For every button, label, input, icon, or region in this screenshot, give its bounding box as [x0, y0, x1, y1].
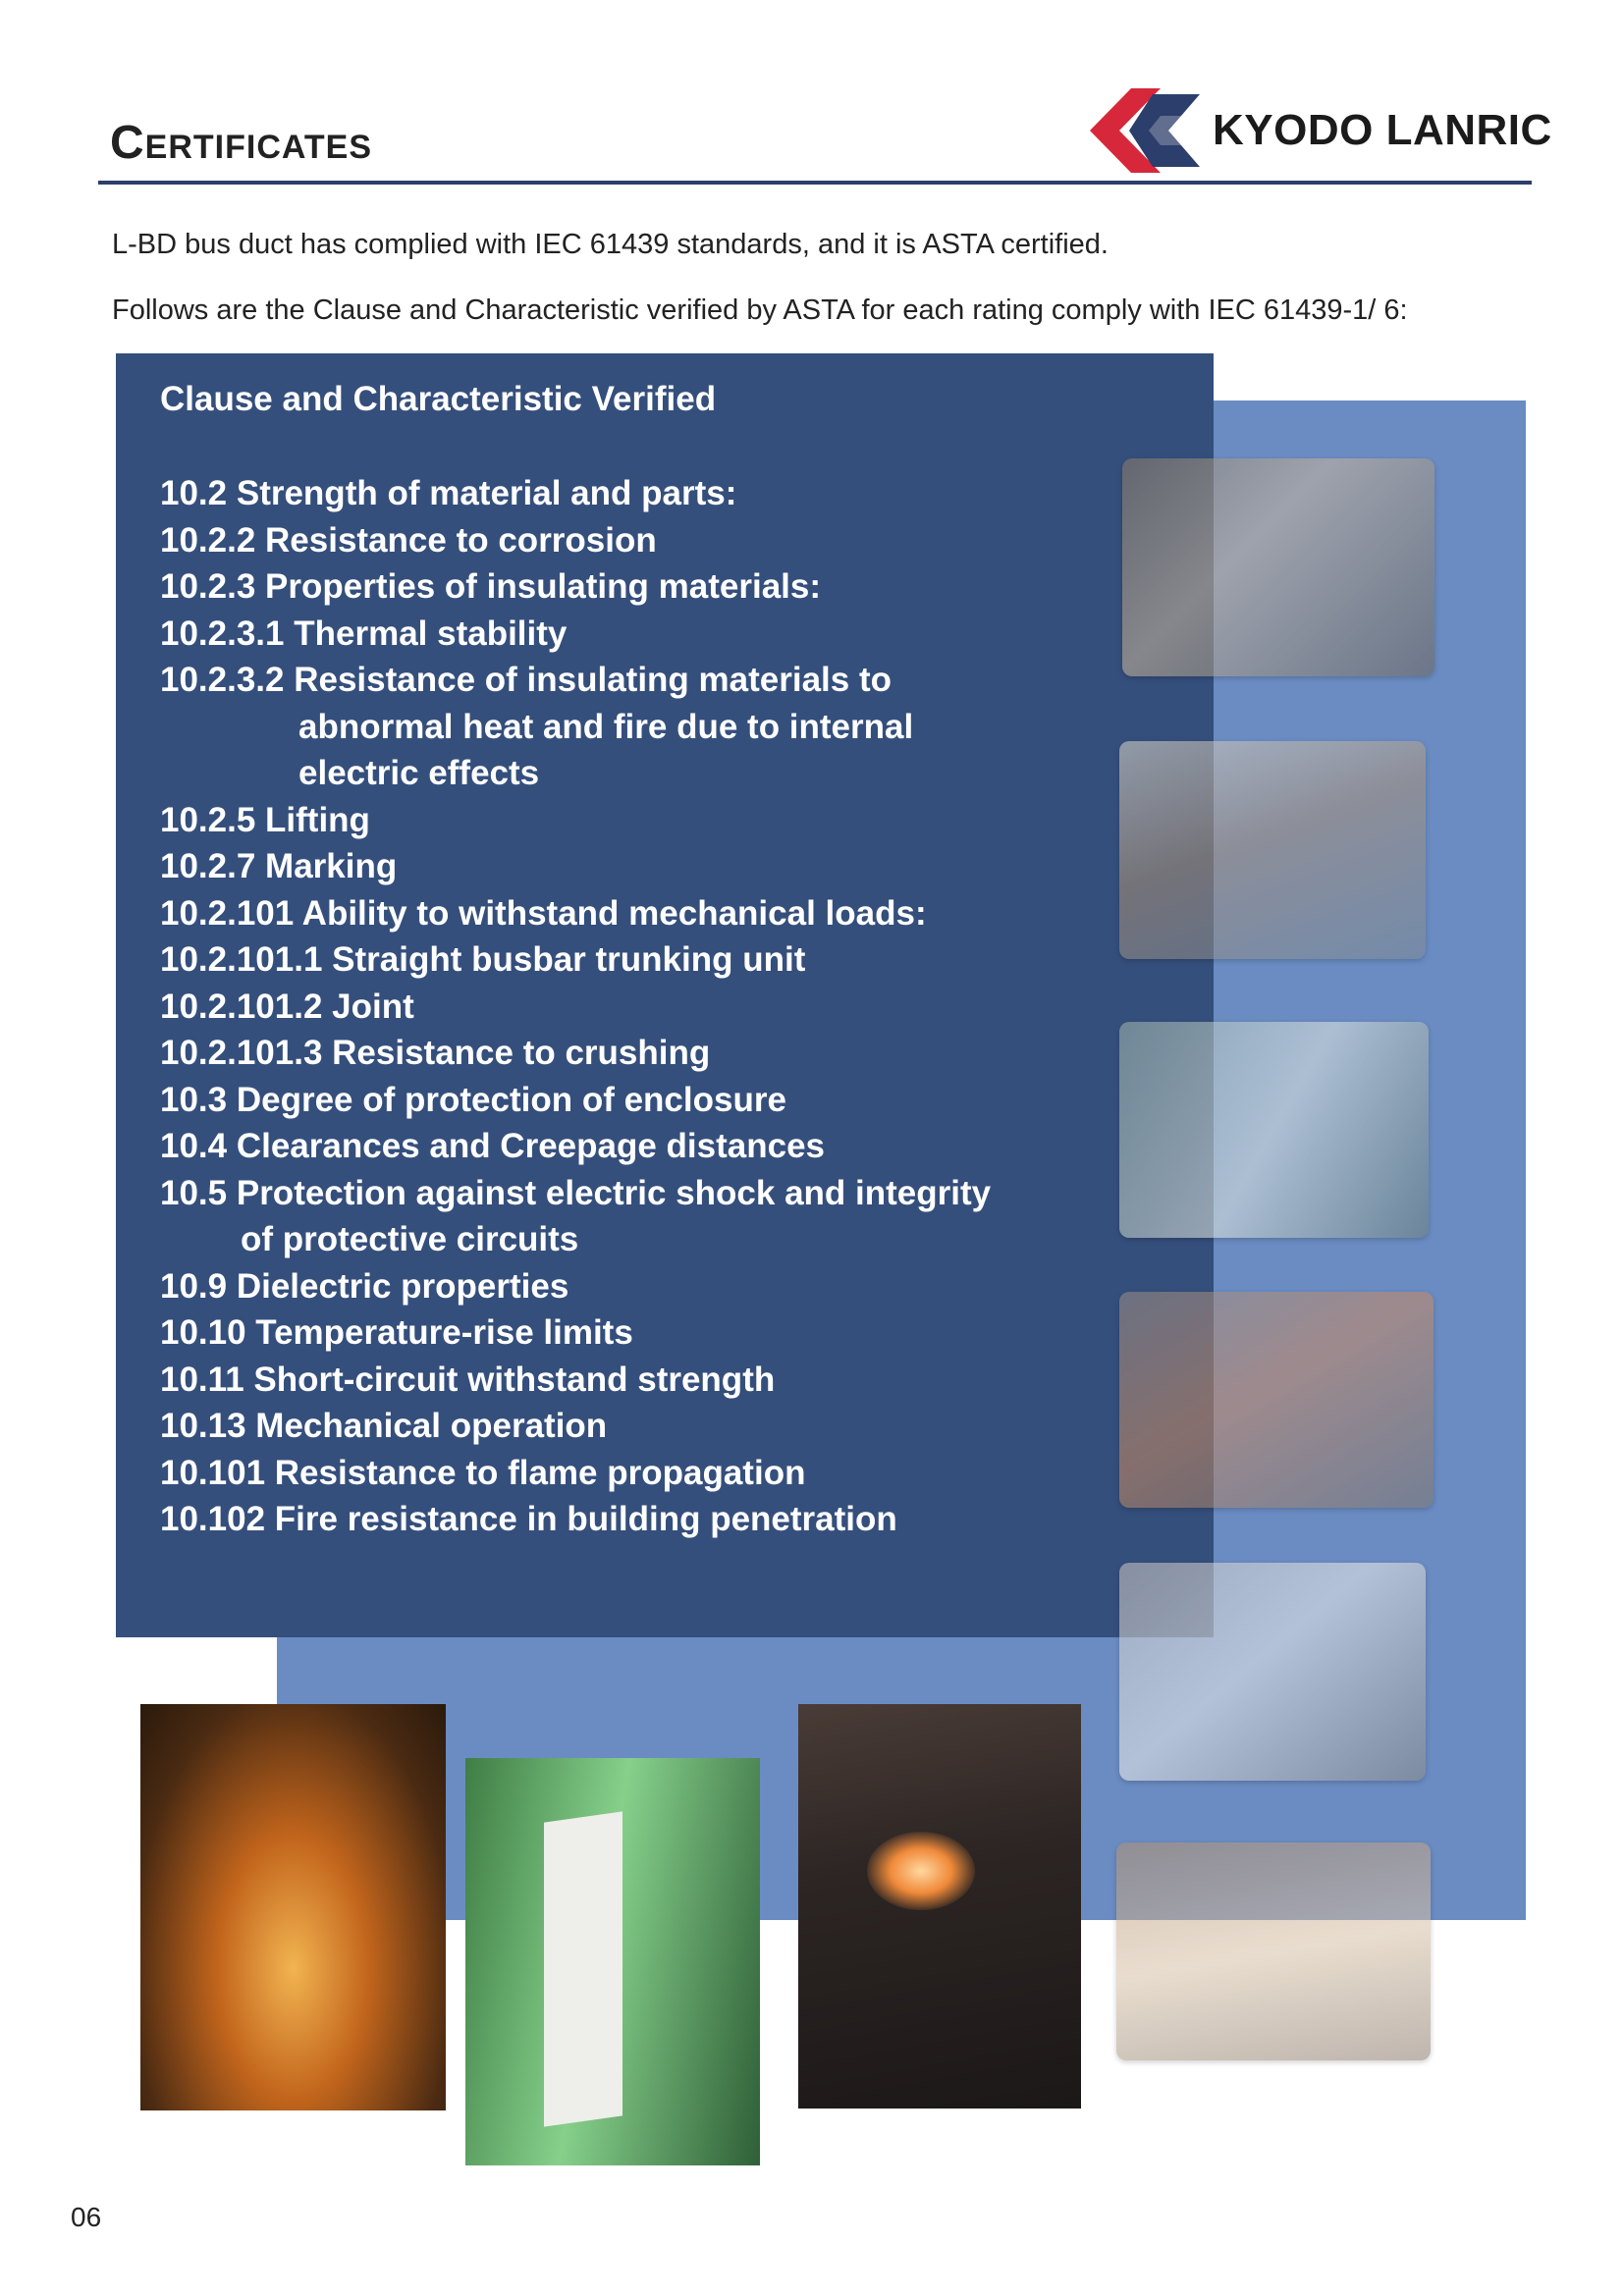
busbar-column-shape: [544, 1811, 622, 2126]
clause-item-continuation: of protective circuits: [241, 1220, 579, 1258]
kyodo-lanric-logo: [1090, 86, 1552, 175]
test-photo-spark-test: [1119, 1292, 1434, 1508]
photo-short-circuit-test: [798, 1704, 1081, 2109]
clause-item: 10.5 Protection against electric shock and integrity: [160, 1173, 992, 1212]
logo-text: KYODO LANRIC: [1213, 106, 1552, 154]
clause-item: 10.10 Temperature-rise limits: [160, 1313, 633, 1352]
clause-item: 10.2.5 Lifting: [160, 800, 370, 839]
clause-item: 10.2.101.2 Joint: [160, 987, 414, 1026]
clause-panel-heading: Clause and Characteristic Verified: [160, 380, 717, 418]
clause-item: 10.101 Resistance to flame propagation: [160, 1453, 806, 1492]
clause-item: 10.2.101.3 Resistance to crushing: [160, 1034, 711, 1072]
intro-compliance-text: L-BD bus duct has complied with IEC 61439 standards, and it is ASTA certified.: [112, 229, 1109, 260]
logo-mark-icon: [1090, 86, 1203, 175]
spark-glow-shape: [867, 1832, 975, 1910]
clause-item: 10.2.101.1 Straight busbar trunking unit: [160, 940, 806, 979]
page-title: Certificates: [110, 117, 373, 169]
header-divider: [98, 181, 1532, 185]
clause-item-continuation: abnormal heat and fire due to internal: [298, 707, 914, 746]
test-photo-lifting-frame: [1119, 1563, 1426, 1781]
clause-item: 10.11 Short-circuit withstand strength: [160, 1360, 776, 1399]
clause-item: 10.3 Degree of protection of enclosure: [160, 1080, 786, 1119]
test-photo-lab-room: [1119, 1022, 1429, 1238]
clause-item: 10.2.101 Ability to withstand mechanical loads:: [160, 893, 927, 933]
test-photo-fire-chamber: [1122, 458, 1434, 676]
intro-verification-text: Follows are the Clause and Characteristic verified by ASTA for each rating comply with IEC 61439-1/ 6:: [112, 294, 1408, 326]
clause-item-continuation: electric effects: [298, 754, 540, 792]
clause-item: 10.9 Dielectric properties: [160, 1266, 569, 1306]
clause-item: 10.4 Clearances and Creepage distances: [160, 1127, 826, 1165]
test-photo-busbar-rig: [1119, 741, 1426, 959]
clause-item: 10.2.3 Properties of insulating materials:: [160, 567, 821, 606]
clause-item: 10.2 Strength of material and parts:: [160, 474, 737, 512]
photo-flame-test: [140, 1704, 446, 2110]
clause-item: 10.13 Mechanical operation: [160, 1407, 608, 1445]
clause-item: 10.2.7 Marking: [160, 847, 398, 885]
test-photo-trunking-run: [1116, 1842, 1431, 2060]
clause-list: [160, 470, 1142, 1543]
photo-busbar-column-test: [465, 1758, 760, 2165]
clause-item: 10.2.2 Resistance to corrosion: [160, 520, 657, 560]
clause-item: 10.2.3.2 Resistance of insulating materials to: [160, 661, 892, 699]
page-number: 06: [71, 2202, 102, 2232]
clause-item: 10.2.3.1 Thermal stability: [160, 614, 568, 653]
clause-item: 10.102 Fire resistance in building penetration: [160, 1500, 897, 1538]
